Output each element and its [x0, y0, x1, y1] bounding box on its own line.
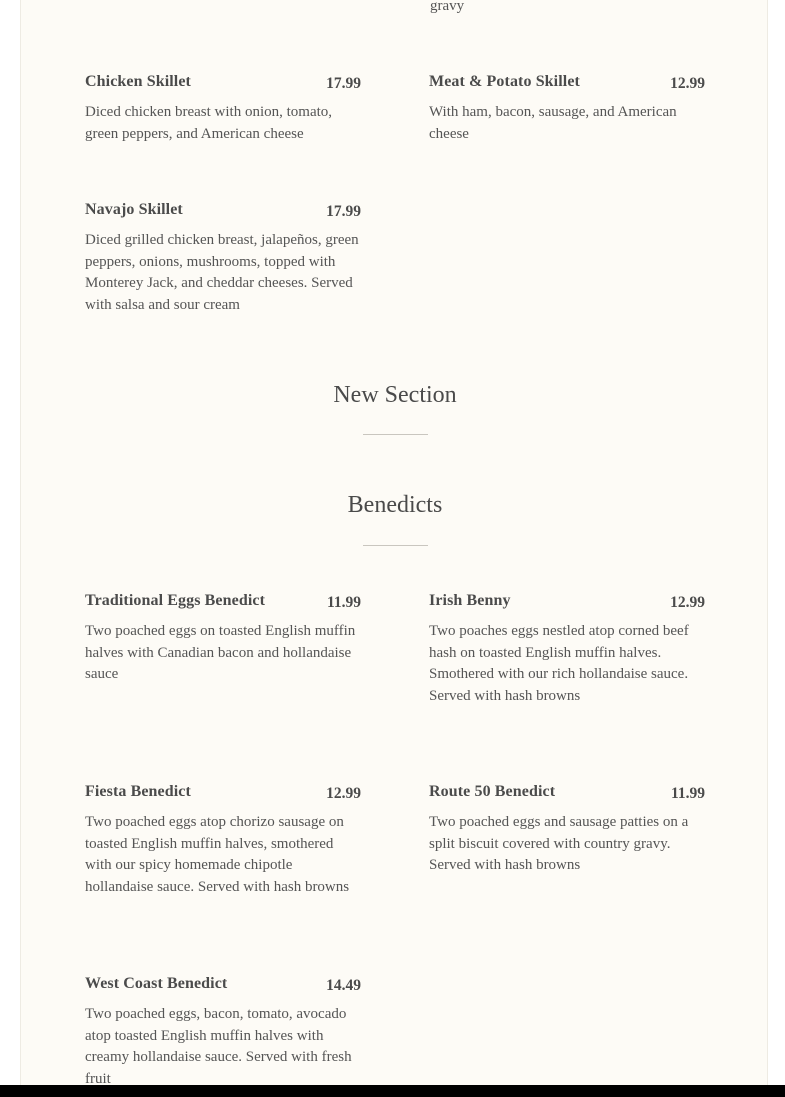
menu-item-price: 12.99	[670, 75, 705, 92]
menu-item-name: Route 50 Benedict	[429, 783, 556, 800]
section-title-new-section: New Section	[333, 382, 457, 408]
menu-item-description: Two poached eggs and sausage patties on a split biscuit covered with country gravy. Served with hash browns	[429, 814, 689, 873]
menu-item-description: Diced grilled chicken breast, jalapeños, green peppers, onions, mushrooms, topped with Monterey Jack, and cheddar cheeses. Served with salsa and sour cream	[85, 232, 359, 313]
menu-item-chicken-skillet	[85, 72, 361, 145]
menu-item-price: 11.99	[326, 594, 361, 611]
menu-item-name: Chicken Skillet	[85, 73, 191, 90]
section-divider	[363, 545, 428, 546]
menu-item-name: West Coast Benedict	[85, 975, 228, 992]
menu-item-price: 17.99	[326, 203, 361, 220]
section-title-benedicts: Benedicts	[347, 492, 443, 518]
menu-item-name: Irish Benny	[429, 592, 511, 609]
menu-item-price: 11.99	[670, 785, 705, 802]
menu-page	[20, 0, 768, 1085]
menu-item-name: Fiesta Benedict	[85, 783, 191, 800]
menu-item-description: Two poached eggs, bacon, tomato, avocado atop toasted English muffin halves with creamy hollandaise sauce. Served with fresh fruit	[85, 1006, 352, 1085]
menu-item-west-coast-benedict	[85, 974, 361, 1085]
menu-item-description: Two poached eggs on toasted English muffin halves with Canadian bacon and hollandaise sauce	[85, 623, 356, 682]
menu-item-description: Two poached eggs atop chorizo sausage on toasted English muffin halves, smothered with our spicy homemade chipotle hollandaise sauce. Served with hash browns	[85, 814, 350, 895]
menu-item-meat-potato-skillet	[429, 72, 705, 145]
menu-item-description: With ham, bacon, sausage, and American cheese	[429, 104, 677, 142]
menu-item-navajo-skillet	[85, 200, 361, 316]
menu-item-name: Navajo Skillet	[85, 201, 183, 218]
menu-item-route-50-benedict	[429, 782, 705, 877]
menu-item-price: 12.99	[670, 594, 705, 611]
menu-item-name: Traditional Eggs Benedict	[85, 592, 265, 609]
menu-item-description: Two poaches eggs nestled atop corned beef hash on toasted English muffin halves. Smothered with our rich hollandaise sauce. Served with hash browns	[429, 623, 689, 704]
menu-item-irish-benny	[429, 591, 705, 707]
menu-item-fiesta-benedict	[85, 782, 361, 898]
previous-item-description-tail: gravy	[430, 0, 465, 14]
menu-item-description: Diced chicken breast with onion, tomato, green peppers, and American cheese	[85, 104, 333, 142]
menu-item-price: 12.99	[326, 785, 361, 802]
menu-item-price: 17.99	[326, 75, 361, 92]
section-divider	[363, 434, 428, 435]
menu-item-name: Meat & Potato Skillet	[429, 73, 580, 90]
menu-item-price: 14.49	[326, 977, 361, 994]
menu-item-traditional-eggs-benedict	[85, 591, 361, 686]
bottom-bar	[0, 1085, 785, 1097]
